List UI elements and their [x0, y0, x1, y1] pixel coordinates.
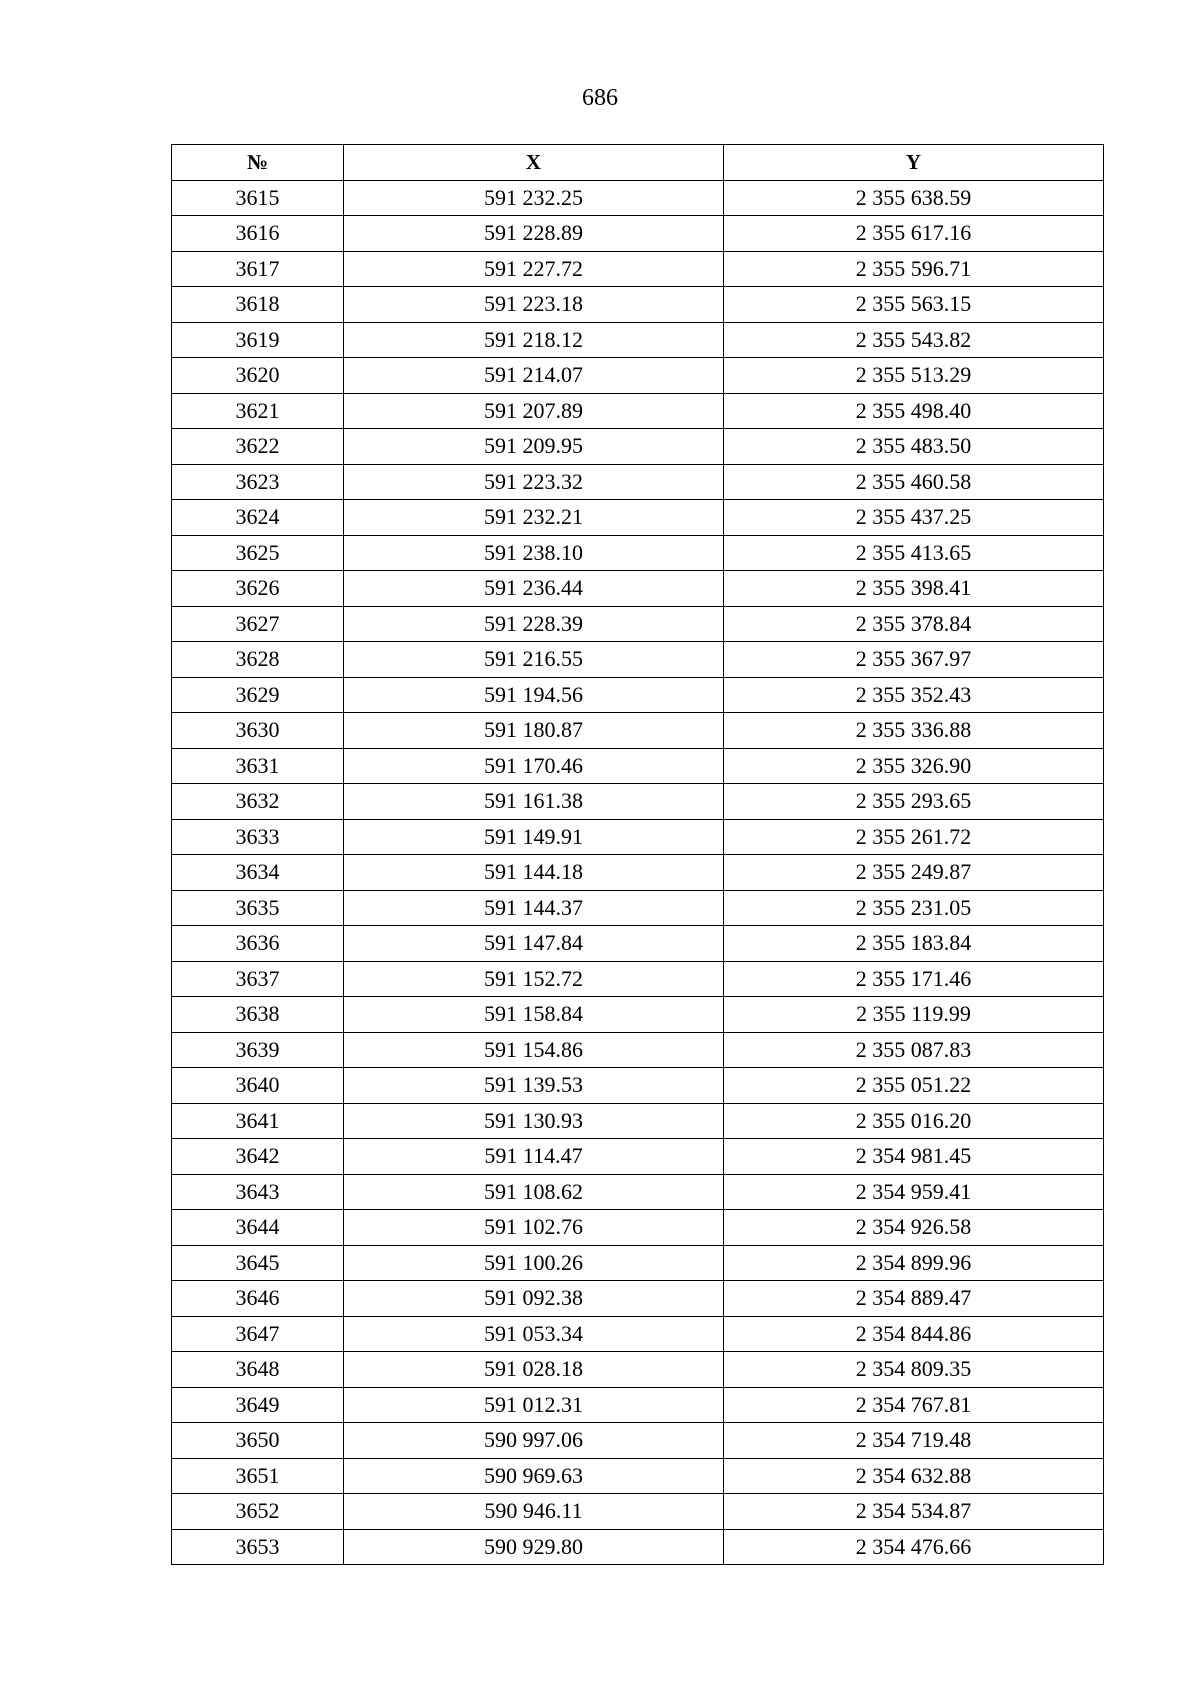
- table-row: [172, 819, 1104, 855]
- cell-number: 3623: [172, 464, 344, 500]
- cell-x: 590 969.63: [344, 1458, 724, 1494]
- table-row: [172, 1103, 1104, 1139]
- cell-y: 2 355 483.50: [724, 429, 1104, 465]
- cell-y: 2 355 249.87: [724, 855, 1104, 891]
- cell-x: 591 194.56: [344, 677, 724, 713]
- cell-x: 591 161.38: [344, 784, 724, 820]
- cell-x: 591 092.38: [344, 1281, 724, 1317]
- table-row: [172, 500, 1104, 536]
- cell-y: 2 354 534.87: [724, 1494, 1104, 1530]
- cell-x: 591 232.21: [344, 500, 724, 536]
- table-row: [172, 1494, 1104, 1530]
- cell-number: 3633: [172, 819, 344, 855]
- cell-x: 591 228.89: [344, 216, 724, 252]
- cell-x: 591 227.72: [344, 251, 724, 287]
- cell-y: 2 355 398.41: [724, 571, 1104, 607]
- cell-number: 3621: [172, 393, 344, 429]
- table-row: [172, 1529, 1104, 1565]
- cell-y: 2 355 437.25: [724, 500, 1104, 536]
- cell-x: 591 209.95: [344, 429, 724, 465]
- cell-y: 2 355 498.40: [724, 393, 1104, 429]
- table-row: [172, 287, 1104, 323]
- cell-y: 2 354 844.86: [724, 1316, 1104, 1352]
- cell-x: 591 236.44: [344, 571, 724, 607]
- cell-y: 2 355 016.20: [724, 1103, 1104, 1139]
- cell-x: 591 130.93: [344, 1103, 724, 1139]
- cell-x: 591 158.84: [344, 997, 724, 1033]
- cell-x: 591 100.26: [344, 1245, 724, 1281]
- cell-y: 2 355 352.43: [724, 677, 1104, 713]
- cell-x: 591 154.86: [344, 1032, 724, 1068]
- cell-number: 3627: [172, 606, 344, 642]
- cell-number: 3632: [172, 784, 344, 820]
- table-row: [172, 1174, 1104, 1210]
- table-row: [172, 890, 1104, 926]
- cell-y: 2 355 336.88: [724, 713, 1104, 749]
- cell-number: 3637: [172, 961, 344, 997]
- table-row: [172, 322, 1104, 358]
- cell-number: 3631: [172, 748, 344, 784]
- cell-y: 2 354 926.58: [724, 1210, 1104, 1246]
- cell-y: 2 355 293.65: [724, 784, 1104, 820]
- cell-y: 2 355 638.59: [724, 180, 1104, 216]
- table-row: [172, 1210, 1104, 1246]
- table-row: [172, 1032, 1104, 1068]
- cell-x: 591 144.18: [344, 855, 724, 891]
- cell-x: 591 108.62: [344, 1174, 724, 1210]
- cell-x: 591 216.55: [344, 642, 724, 678]
- table-row: [172, 642, 1104, 678]
- header-number: №: [172, 145, 344, 181]
- cell-x: 591 114.47: [344, 1139, 724, 1175]
- table-row: [172, 1352, 1104, 1388]
- cell-x: 590 997.06: [344, 1423, 724, 1459]
- cell-y: 2 354 719.48: [724, 1423, 1104, 1459]
- cell-number: 3641: [172, 1103, 344, 1139]
- cell-number: 3622: [172, 429, 344, 465]
- cell-x: 590 929.80: [344, 1529, 724, 1565]
- cell-y: 2 355 326.90: [724, 748, 1104, 784]
- header-x: X: [344, 145, 724, 181]
- coordinates-table: [171, 144, 1104, 1565]
- table-row: [172, 251, 1104, 287]
- cell-y: 2 355 460.58: [724, 464, 1104, 500]
- cell-number: 3645: [172, 1245, 344, 1281]
- cell-x: 591 170.46: [344, 748, 724, 784]
- table-row: [172, 713, 1104, 749]
- cell-number: 3650: [172, 1423, 344, 1459]
- table-row: [172, 464, 1104, 500]
- cell-number: 3649: [172, 1387, 344, 1423]
- table-row: [172, 1139, 1104, 1175]
- cell-number: 3638: [172, 997, 344, 1033]
- cell-x: 591 214.07: [344, 358, 724, 394]
- cell-y: 2 354 981.45: [724, 1139, 1104, 1175]
- table-row: [172, 997, 1104, 1033]
- cell-y: 2 355 617.16: [724, 216, 1104, 252]
- cell-x: 591 223.32: [344, 464, 724, 500]
- cell-number: 3640: [172, 1068, 344, 1104]
- cell-y: 2 354 899.96: [724, 1245, 1104, 1281]
- cell-y: 2 355 413.65: [724, 535, 1104, 571]
- table-row: [172, 606, 1104, 642]
- cell-number: 3629: [172, 677, 344, 713]
- cell-y: 2 355 261.72: [724, 819, 1104, 855]
- cell-x: 591 139.53: [344, 1068, 724, 1104]
- cell-number: 3643: [172, 1174, 344, 1210]
- cell-number: 3617: [172, 251, 344, 287]
- cell-y: 2 354 476.66: [724, 1529, 1104, 1565]
- table-row: [172, 926, 1104, 962]
- cell-y: 2 355 596.71: [724, 251, 1104, 287]
- table-row: [172, 1387, 1104, 1423]
- page-number: 686: [582, 85, 618, 111]
- cell-y: 2 354 889.47: [724, 1281, 1104, 1317]
- cell-x: 591 144.37: [344, 890, 724, 926]
- cell-x: 590 946.11: [344, 1494, 724, 1530]
- cell-x: 591 028.18: [344, 1352, 724, 1388]
- cell-number: 3647: [172, 1316, 344, 1352]
- cell-number: 3652: [172, 1494, 344, 1530]
- cell-number: 3635: [172, 890, 344, 926]
- cell-x: 591 152.72: [344, 961, 724, 997]
- cell-number: 3651: [172, 1458, 344, 1494]
- cell-number: 3626: [172, 571, 344, 607]
- table-row: [172, 1068, 1104, 1104]
- cell-number: 3620: [172, 358, 344, 394]
- cell-number: 3624: [172, 500, 344, 536]
- table-row: [172, 961, 1104, 997]
- cell-number: 3615: [172, 180, 344, 216]
- cell-number: 3625: [172, 535, 344, 571]
- table-row: [172, 216, 1104, 252]
- cell-x: 591 207.89: [344, 393, 724, 429]
- cell-x: 591 147.84: [344, 926, 724, 962]
- cell-number: 3618: [172, 287, 344, 323]
- table-row: [172, 1423, 1104, 1459]
- header-y: Y: [724, 145, 1104, 181]
- table-row: [172, 358, 1104, 394]
- cell-y: 2 354 809.35: [724, 1352, 1104, 1388]
- table-row: [172, 429, 1104, 465]
- table-row: [172, 748, 1104, 784]
- cell-y: 2 355 231.05: [724, 890, 1104, 926]
- cell-number: 3644: [172, 1210, 344, 1246]
- cell-number: 3619: [172, 322, 344, 358]
- cell-y: 2 355 563.15: [724, 287, 1104, 323]
- cell-x: 591 012.31: [344, 1387, 724, 1423]
- cell-x: 591 149.91: [344, 819, 724, 855]
- cell-y: 2 355 183.84: [724, 926, 1104, 962]
- cell-y: 2 355 543.82: [724, 322, 1104, 358]
- table-row: [172, 855, 1104, 891]
- cell-x: 591 218.12: [344, 322, 724, 358]
- cell-y: 2 355 378.84: [724, 606, 1104, 642]
- cell-y: 2 355 119.99: [724, 997, 1104, 1033]
- cell-y: 2 355 051.22: [724, 1068, 1104, 1104]
- table-row: [172, 180, 1104, 216]
- cell-x: 591 053.34: [344, 1316, 724, 1352]
- table-header: [172, 145, 1104, 181]
- cell-y: 2 355 367.97: [724, 642, 1104, 678]
- cell-y: 2 354 632.88: [724, 1458, 1104, 1494]
- cell-x: 591 238.10: [344, 535, 724, 571]
- cell-x: 591 232.25: [344, 180, 724, 216]
- cell-number: 3628: [172, 642, 344, 678]
- table-row: [172, 1316, 1104, 1352]
- cell-number: 3616: [172, 216, 344, 252]
- cell-number: 3646: [172, 1281, 344, 1317]
- cell-x: 591 102.76: [344, 1210, 724, 1246]
- table-row: [172, 571, 1104, 607]
- cell-y: 2 355 087.83: [724, 1032, 1104, 1068]
- cell-number: 3630: [172, 713, 344, 749]
- cell-number: 3636: [172, 926, 344, 962]
- cell-number: 3648: [172, 1352, 344, 1388]
- cell-y: 2 354 959.41: [724, 1174, 1104, 1210]
- table-row: [172, 677, 1104, 713]
- cell-x: 591 223.18: [344, 287, 724, 323]
- cell-y: 2 354 767.81: [724, 1387, 1104, 1423]
- table-row: [172, 1245, 1104, 1281]
- cell-number: 3634: [172, 855, 344, 891]
- cell-number: 3639: [172, 1032, 344, 1068]
- table-row: [172, 393, 1104, 429]
- cell-y: 2 355 171.46: [724, 961, 1104, 997]
- table-row: [172, 1458, 1104, 1494]
- header-row: [172, 145, 1104, 181]
- cell-x: 591 180.87: [344, 713, 724, 749]
- table-row: [172, 535, 1104, 571]
- table-row: [172, 1281, 1104, 1317]
- cell-number: 3642: [172, 1139, 344, 1175]
- table-body: [172, 180, 1104, 1565]
- cell-number: 3653: [172, 1529, 344, 1565]
- cell-x: 591 228.39: [344, 606, 724, 642]
- table-row: [172, 784, 1104, 820]
- cell-y: 2 355 513.29: [724, 358, 1104, 394]
